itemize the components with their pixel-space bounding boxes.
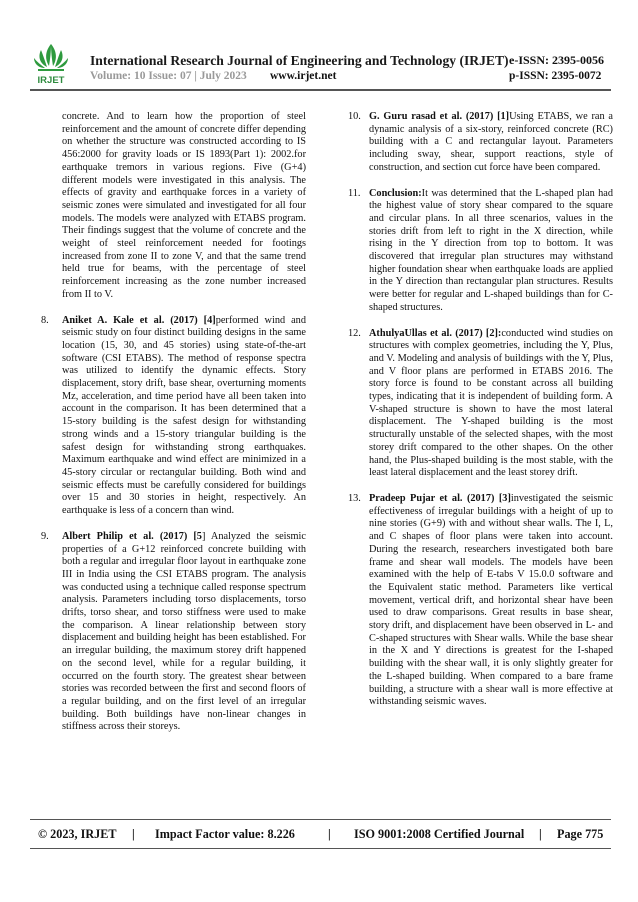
impact-factor: Impact Factor value: 8.226 xyxy=(155,827,295,841)
p-issn: p-ISSN: 2395-0072 xyxy=(509,70,602,82)
reference-text: Conclusion:It was determined that the L-shaped plan had the highest value of story shear compared to the square and circular plans. In all three scenarios, values in the stories drift from left to right in the X direction, while rising in the Y direction from top to bottom. It was discovered that irregular plan structures may withstand higher foundation shear when earthquake loads are applied in the Y direction than rectangular plan structures. Results were better for regular and L-shaped buildings than for C-shaped structures. xyxy=(369,187,613,313)
reference-authors: G. Guru rasad et al. (2017) [1] xyxy=(369,111,510,122)
reference-number: 9. xyxy=(41,530,49,542)
copyright: © 2023, IRJET xyxy=(38,827,117,841)
page-header xyxy=(0,0,638,95)
reference-item-12 xyxy=(348,327,613,480)
footer-separator: | xyxy=(328,827,331,841)
reference-number: 8. xyxy=(41,314,49,326)
conclusion-label: Conclusion: xyxy=(369,187,422,199)
reference-item-10 xyxy=(348,111,614,175)
svg-text:IRJET: IRJET xyxy=(37,75,65,86)
reference-authors: Aniket A. Kale et al. (2017) [4] xyxy=(62,314,216,326)
reference-item-11 xyxy=(348,187,613,315)
footer-divider-bottom xyxy=(30,848,611,849)
left-column xyxy=(41,111,306,747)
footer-separator: | xyxy=(132,827,135,841)
e-issn: e-ISSN: 2395-0056 xyxy=(509,53,604,67)
reference-number: 12. xyxy=(348,327,361,339)
reference-item-8 xyxy=(41,314,306,518)
journal-title: International Research Journal of Engineering and Technology (IRJET) xyxy=(90,53,509,68)
journal-website-link[interactable]: www.irjet.net xyxy=(270,70,337,82)
reference-text: Albert Philip et al. (2017) [5] Analyzed the seismic properties of a G+12 reinforced concrete building with both a regular and irregular floor layout in earthquake zone III in India using the CSI ETABS program. The analysis was conducted using a technique called response spectrum analysis. Parameters including torso displacements, torso drifts, torso shear, and torso stiffness were used to make the comparison. A linear relationship between story displacement and building height has been established. For an irregular building, the maximum storey drift happened on the second level, while for a regular building, it occurred on the fourth story. The greatest shear between stories was recorded between the first and second floors of a regular building, and on the first level of an irregular building. Both buildings have non-linear changes in stiffness across their storeys. xyxy=(62,530,306,733)
footer-divider-top xyxy=(30,819,611,820)
page-number: Page 775 xyxy=(557,827,604,841)
reference-text: Aniket A. Kale et al. (2017) [4]performed wind and seismic study on four distinct building designs in the same location (15, 30, and 45 stories) using state-of-the-art software (CSI ETABS). The method of response spectra was utilized to identify the dynamic effects. Story displacement, story drift, base shear, overturning moments Mz, acceleration, and time period have all been taken into account in the comparison. It has been determined that a 15-story building is the safest design for withstanding strong winds and a 15-story triangular building is the safest design for withstanding strong earthquakes. Maximum earthquake and wind effect are minimized in a 45-story circular or rectangular building. Both wind and seismic effects must be carefully considered for buildings over 15 and 30 stories in height, respectively. An earthquake is less of a concern than wind. xyxy=(62,314,306,517)
reference-text: G. Guru rasad et al. (2017) [1]Using ETABS, we ran a dynamic analysis of a six-story, reinforced concrete (RC) building with a C and rectangular layout. Parameters including sway, shear, support reactions, style of construction, and section cut force have been compared. xyxy=(369,111,614,173)
reference-item-9 xyxy=(41,530,306,734)
reference-number: 10. xyxy=(348,111,361,122)
reference-authors: Pradeep Pujar et al. (2017) [3] xyxy=(369,492,511,504)
reference-authors: Albert Philip et al. (2017) [5 xyxy=(62,530,202,542)
right-column xyxy=(348,111,614,722)
reference-item-13 xyxy=(348,492,613,709)
irjet-logo-icon xyxy=(30,40,72,86)
reference-text: AthulyaUllas et al. (2017) [2]:conducted wind studies on structures with complex geometries, including the Y, Plus, and V. Modeling and analysis of buildings with the Y, Plus, and V floor plans are performed in ETABS 2016. The story force is found to be constant across all building types, indicating that it is independent of building form. A V-shaped structure is shown to have the most lateral displacement. The Y-shaped building is the most structurally unstable of the selected shapes, with the most storey drift compared to the other shapes. On the other hand, the Plus-shaped building is the most stable, with the least lateral displacement and the least storey drift. xyxy=(369,327,613,479)
header-divider xyxy=(30,89,611,91)
footer-separator: | xyxy=(539,827,542,841)
reference-authors: AthulyaUllas et al. (2017) [2]: xyxy=(369,327,502,339)
reference-number: 13. xyxy=(348,492,361,504)
continuation-paragraph: concrete. And to learn how the proportion of steel reinforcement and the amount of concrete differ depending on whether the structure was constructed according to IS 456:2000 for gravity loads or IS 1893(Part 1): 2002.for earthquake tremors in various regions. Five (G+4) different models were investigated in this analysis. The effects of gravity and earthquake forces in a variety of seismic zones were simulated and investigated for all four models. The models were analyzed with ETABS program. Their findings suggest that the volume of concrete and the weight of steel reinforcement needed for footings increased from zone II to zone V, and that the same trend held true for beams, with the percentage of steel reinforcement increasing as the zone number increased from II to V. xyxy=(62,111,306,300)
iso-certification: ISO 9001:2008 Certified Journal xyxy=(354,827,525,841)
reference-number: 11. xyxy=(348,187,361,199)
volume-issue: Volume: 10 Issue: 07 | July 2023 xyxy=(90,70,247,82)
reference-text: Pradeep Pujar et al. (2017) [3]investigated the seismic effectiveness of irregular buildings with a height of up to nine stories (G+9) with and without shear walls. The I, L, and C shapes of floor plans were taken into account. During the research, researchers investigated both bare frame and shear wall models. The models have been examined with the help of E-tabs V 15.0.0 software and the Equivalent static method. Parameters like vertical movement, vertical drift, and horizontal shear have been used to draw comparisons. Great results in base shear, story drift, and displacement have been observed in L- and C-shaped structures with Shear walls. While the base shear in the X and Y directions is greatest for the I-shaped building with the shear wall, it is only slightly greater for the L-shaped building. When compared to a bare frame building, a structure with a shear wall is more effective at withstanding seismic waves. xyxy=(369,492,613,708)
